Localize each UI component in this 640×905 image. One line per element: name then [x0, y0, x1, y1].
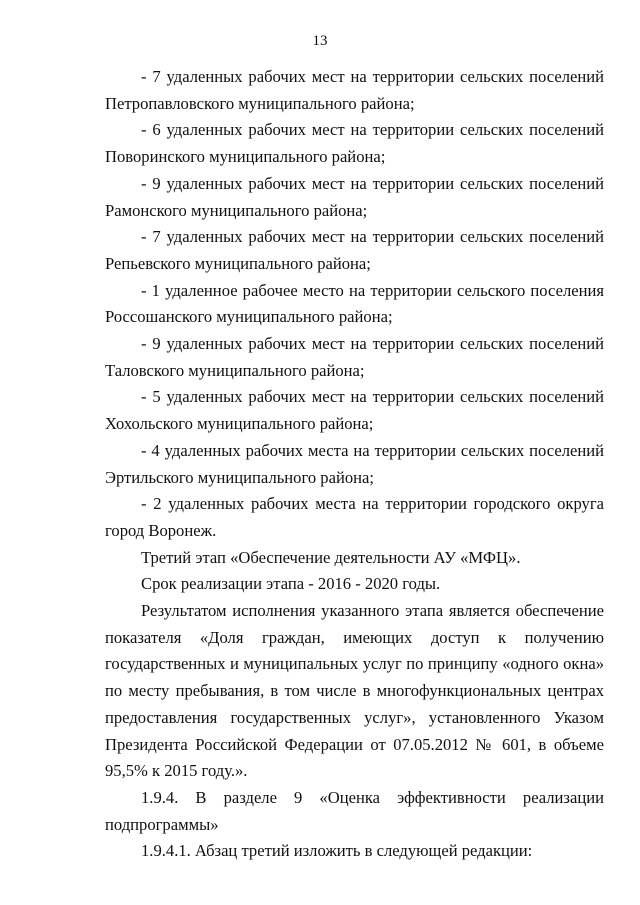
- list-item-khokholsky: - 5 удаленных рабочих мест на территории сельских поселений Хохольского муниципального района;: [105, 387, 604, 434]
- list-item-povorino: - 6 удаленных рабочих мест на территории сельских поселений Поворинского муниципального района;: [105, 120, 604, 167]
- body-text: [105, 64, 604, 865]
- list-item-rossosh: - 1 удаленное рабочее место на территории сельского поселения Россошанского муниципального района;: [105, 280, 604, 327]
- section-amendment: 1.9.4. В разделе 9 «Оценка эффективности реализации подпрограммы»: [105, 787, 604, 834]
- list-item-ertil: - 4 удаленных рабочих места на территории сельских поселений Эртильского муниципального района;: [105, 440, 604, 487]
- page-number: 13: [312, 33, 328, 49]
- stage-heading: Третий этап «Обеспечение деятельности АУ «МФЦ».: [141, 547, 521, 567]
- list-item-petropavlovsk: - 7 удаленных рабочих мест на территории сельских поселений Петропавловского муниципального района;: [105, 67, 604, 113]
- stage-result-paragraph: Результатом исполнения указанного этапа является обеспечение показателя «Доля граждан, имеющих доступ к получению государственных и муниципальных услуг по принципу «одного окна» по месту пребывания, в том числе в многофункциональных центрах предоставления государственных услуг», установленного Указом Президента Российской Федерации от 07.05.2012 № 601, в объеме 95,5% к 2015 году.».: [105, 601, 604, 781]
- list-item-ramon: - 9 удаленных рабочих мест на территории сельских поселений Рамонского муниципального района;: [105, 173, 604, 220]
- list-item-repyevka: - 7 удаленных рабочих мест на территории сельских поселений Репьевского муниципального района;: [105, 227, 604, 273]
- list-item-talovaya: - 9 удаленных рабочих мест на территории сельских поселений Таловского муниципального района;: [105, 334, 604, 380]
- list-item-voronezh: - 2 удаленных рабочих места на территории городского округа город Воронеж.: [105, 494, 604, 540]
- paragraph-amendment: 1.9.4.1. Абзац третий изложить в следующей редакции:: [141, 841, 533, 861]
- stage-period: Срок реализации этапа - 2016 - 2020 годы.: [141, 574, 441, 594]
